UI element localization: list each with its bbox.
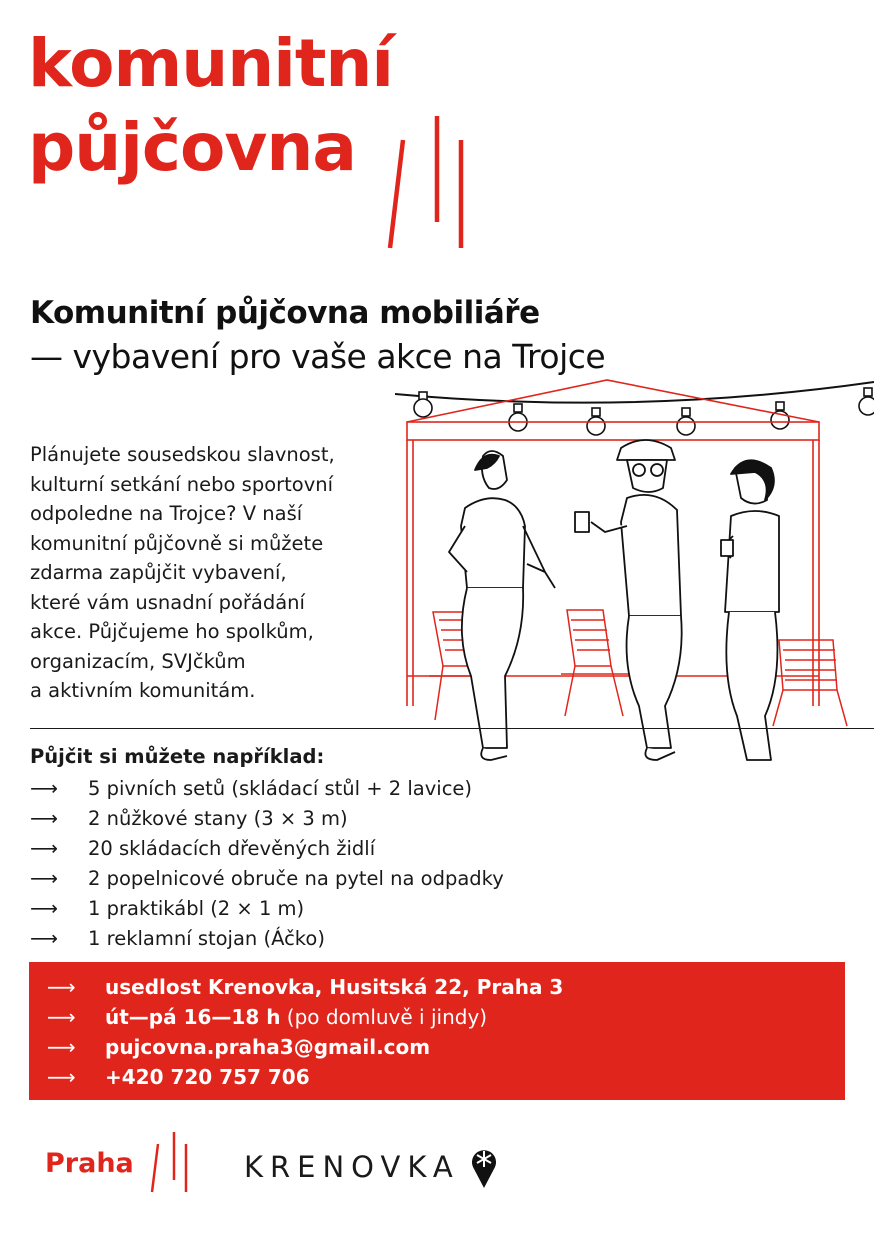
person-right <box>721 460 779 760</box>
list-item <box>30 834 504 864</box>
list-item <box>30 894 504 924</box>
praha-slash-icon <box>148 1130 194 1194</box>
list-item-text: 5 pivních setů (skládací stůl + 2 lavice) <box>88 777 473 800</box>
logo-line-1: komunitní <box>28 25 393 102</box>
hours-note: (po domluvě i jindy) <box>280 1005 488 1029</box>
intro-paragraph <box>30 440 410 706</box>
arrow-right-icon: ⟶ <box>47 1005 76 1029</box>
list-item-text: 2 popelnicové obruče na pytel na odpadky <box>88 867 504 890</box>
intro-line: zdarma zapůjčit vybavení, <box>30 561 287 584</box>
krenovka-logo-text: KRENOVKA <box>244 1150 460 1184</box>
phone-link[interactable]: +420 720 757 706 <box>105 1065 310 1089</box>
intro-line: a aktivním komunitám. <box>30 679 256 702</box>
hours-text: út—pá 16—18 h <box>105 1005 281 1029</box>
logo-title <box>28 22 393 190</box>
intro-line: akce. Půjčujeme ho spolkům, <box>30 620 314 643</box>
list-title: Půjčit si můžete například: <box>30 745 325 768</box>
arrow-right-icon: ⟶ <box>30 837 58 860</box>
divider <box>30 728 874 729</box>
arrow-right-icon: ⟶ <box>30 927 58 950</box>
contact-email[interactable] <box>47 1032 563 1062</box>
contact-phone[interactable] <box>47 1062 563 1092</box>
headline-subtitle: — vybavení pro vaše akce na Trojce <box>30 337 606 376</box>
list-item-text: 20 skládacích dřevěných židlí <box>88 837 376 860</box>
headline-title: Komunitní půjčovna mobiliáře <box>30 295 540 331</box>
list-item <box>30 924 504 954</box>
contact-list <box>47 972 563 1092</box>
party-illustration <box>395 376 874 771</box>
intro-line: kulturní setkání nebo sportovní <box>30 472 334 496</box>
arrow-right-icon: ⟶ <box>30 867 58 890</box>
intro-line: odpoledne na Trojce? V naší <box>30 502 303 525</box>
contact-hours <box>47 1002 563 1032</box>
address-text: usedlost Krenovka, Husitská 22, Praha 3 <box>105 975 564 999</box>
equipment-list <box>30 774 504 954</box>
arrow-right-icon: ⟶ <box>47 1065 76 1089</box>
list-item-text: 1 praktikábl (2 × 1 m) <box>88 897 305 920</box>
list-item <box>30 864 504 894</box>
intro-line: Plánujete sousedskou slavnost, <box>30 443 335 466</box>
arrow-right-icon: ⟶ <box>30 807 58 830</box>
arrow-right-icon: ⟶ <box>47 975 76 999</box>
contact-box <box>29 962 845 1100</box>
intro-line: organizacím, SVJčkům <box>30 649 246 673</box>
praha-logo-text: Praha <box>45 1148 134 1179</box>
person-center <box>575 440 682 760</box>
intro-line: komunitní půjčovně si můžete <box>30 531 324 555</box>
triple-slash-icon <box>385 112 475 252</box>
light-bulbs <box>414 388 874 435</box>
location-pin-icon <box>470 1145 498 1189</box>
list-item <box>30 774 504 804</box>
arrow-right-icon: ⟶ <box>30 897 58 920</box>
email-link[interactable]: pujcovna.praha3@gmail.com <box>105 1035 431 1059</box>
list-item <box>30 804 504 834</box>
headline <box>30 292 605 380</box>
logo-line-2: půjčovna <box>28 109 356 186</box>
contact-address <box>47 972 563 1002</box>
intro-line: které vám usnadní pořádání <box>30 590 305 614</box>
arrow-right-icon: ⟶ <box>47 1035 76 1059</box>
list-item-text: 1 reklamní stojan (Áčko) <box>88 927 325 950</box>
person-left <box>449 451 555 760</box>
arrow-right-icon: ⟶ <box>30 777 58 800</box>
list-item-text: 2 nůžkové stany (3 × 3 m) <box>88 807 348 830</box>
